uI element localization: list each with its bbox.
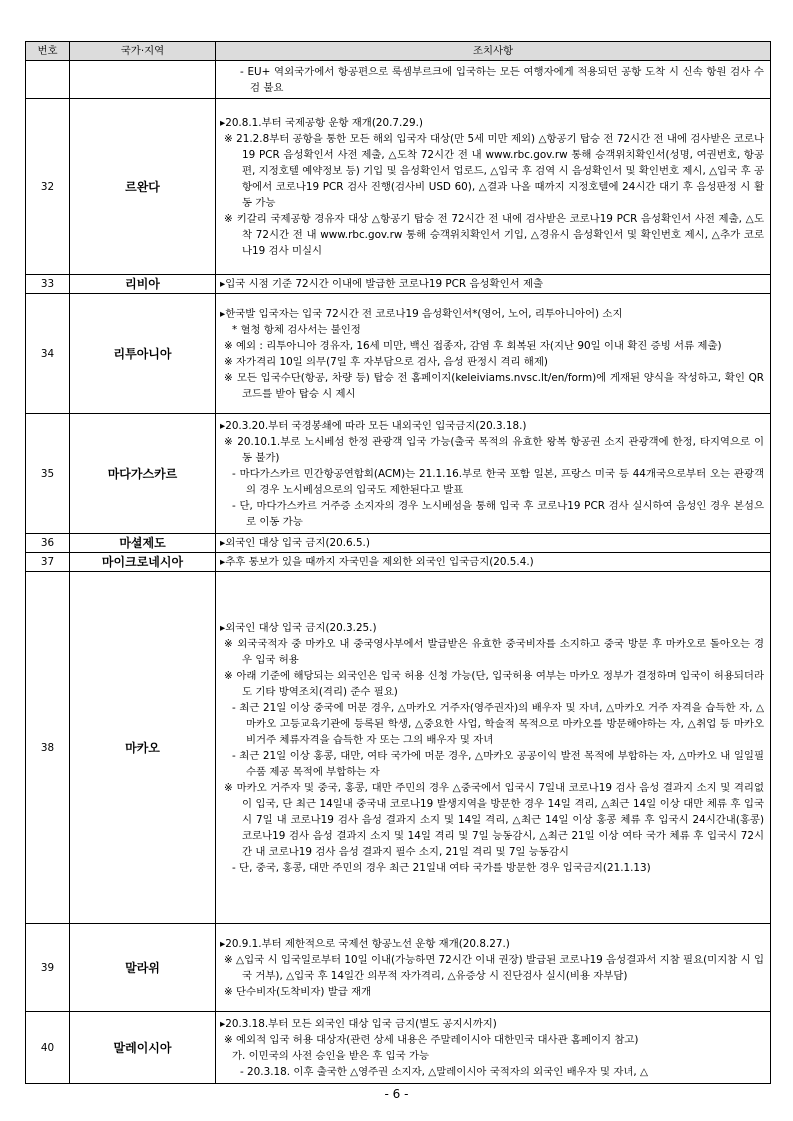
row-number [26, 61, 70, 99]
measures-table [25, 41, 771, 1084]
measure-item: ▸20.3.20.부터 국경봉쇄에 따라 모든 내외국인 입국금지(20.3.18.) [220, 419, 527, 432]
row-number: 39 [26, 924, 70, 1012]
measure-item: ※ 20.10.1.부로 노시베섬 한정 관광객 입국 가능(출국 목적의 유효한 왕복 항공권 소지 관광객에 한정, 타지역으로 이동 불가) [224, 435, 764, 464]
measure-item: - 최근 21일 이상 홍콩, 대만, 여타 국가에 머문 경우, △마카오 공공이익 발전 목적에 부합하는 자, △마카오 내 일일필수품 제공 목적에 부합하는 자 [232, 749, 764, 778]
table-row [26, 924, 771, 1012]
measure-item: ▸외국인 대상 입국 금지(20.6.5.) [220, 537, 370, 549]
measure-item: ※ 모든 입국수단(항공, 차량 등) 탑승 전 홈페이지(keleiviams.nvsc.lt/en/form)에 게재된 양식을 작성하고, 확인 QR코드를 받아 탑승 시 제시 [224, 371, 764, 400]
measure-item: ▸한국발 입국자는 입국 72시간 전 코로나19 음성확인서*(영어, 노어, 리투아니아어) 소지 [220, 307, 623, 320]
table-row [26, 572, 771, 924]
measure-item: ※ 예외적 입국 허용 대상자(관련 상세 내용은 주말레이시아 대한민국 대사관 홈페이지 참고) [224, 1033, 639, 1046]
country-name: 말레이시아 [70, 1012, 216, 1084]
measure-item: 가. 이민국의 사전 승인을 받은 후 입국 가능 [232, 1049, 430, 1062]
header-measure: 조치사항 [216, 42, 771, 61]
country-name: 마셜제도 [70, 534, 216, 553]
table-row [26, 553, 771, 572]
measure-item: - 마다가스카르 민간항공연합회(ACM)는 21.1.16.부로 한국 포함 일본, 프랑스 미국 등 44개국으로부터 오는 관광객의 경우 노시베섬으로의 입국도 제한된다고 발표 [232, 467, 764, 496]
row-number: 38 [26, 572, 70, 924]
row-number: 37 [26, 553, 70, 572]
measure-item: ▸20.3.18.부터 모든 외국인 대상 입국 금지(별도 공지시까지) [220, 1017, 497, 1030]
table-row [26, 294, 771, 414]
table-row [26, 1012, 771, 1084]
measure-cell [216, 99, 771, 275]
measure-cell [216, 294, 771, 414]
measure-cell [216, 924, 771, 1012]
measure-item: ▸외국인 대상 입국 금지(20.3.25.) [220, 621, 377, 634]
row-number: 34 [26, 294, 70, 414]
measure-item: ※ 외국국적자 중 마카오 내 중국영사부에서 발급받은 유효한 중국비자를 소지하고 중국 방문 후 마카오로 돌아오는 경우 입국 허용 [224, 637, 764, 666]
measure-item: ※ 키갈리 국제공항 경유자 대상 △항공기 탑승 전 72시간 전 내에 검사받은 코로나19 PCR 음성확인서 사전 제출, △도착 72시간 전 내 www.rbc.gov.rw 통해 승객위치확인서 기입, △경유시 음성확인서 및 확인번호 제시, △추가 코로나19 검사 미실시 [224, 212, 764, 257]
header-num: 번호 [26, 42, 70, 61]
measure-item: - 단, 마다가스카르 거주증 소지자의 경우 노시베섬을 통해 입국 후 코로나19 PCR 검사 실시하여 음성인 경우 본섬으로 이동 가능 [232, 499, 764, 528]
country-name: 마카오 [70, 572, 216, 924]
country-name: 리투아니아 [70, 294, 216, 414]
measure-item: ▸20.9.1.부터 제한적으로 국제선 항공노선 운항 재개(20.8.27.) [220, 937, 510, 950]
page-number: - 6 - [384, 1087, 409, 1101]
row-number: 36 [26, 534, 70, 553]
measure-item: * 혈청 항체 검사서는 불인정 [232, 323, 361, 336]
measure-cell [216, 534, 771, 553]
measure-cell [216, 61, 771, 99]
country-name [70, 61, 216, 99]
measure-item: - 최근 21일 이상 중국에 머문 경우, △마카오 거주자(영주권자)의 배우자 및 자녀, △마카오 거주 자격을 습득한 자, △마카오 고등교육기관에 등록된 학생, △중요한 사업, 학술적 목적으로 마카오를 방문해야하는 자, △취업 등 마카오 비거주 체류자격을 습득한 자 또는 그의 배우자 및 자녀 [232, 701, 764, 746]
header-region: 국가·지역 [70, 42, 216, 61]
measure-cell [216, 275, 771, 294]
country-name: 말라위 [70, 924, 216, 1012]
measure-cell [216, 553, 771, 572]
measure-item: ※ 마카오 거주자 및 중국, 홍콩, 대만 주민의 경우 △중국에서 입국시 7일내 코로나19 검사 음성 결과지 소지 및 격리없이 입국, 단 최근 14일내 중국내 코로나19 발생지역을 방문한 경우 14일 격리, △최근 14일 이상 대만 체류 후 입국시 7일 내 코로나19 검사 음성 결과지 소지 및 14일 격리, △최근 14일 이상 홍콩 체류 후 입국시 24시간내(홍콩) 코로나19 검사 음성 결과지 소지 및 14일 격리 및 7일 능동감시, △최근 21일 이상 여타 국가 체류 후 입국시 72시간 내 코로나19 검사 음성 결과지 필수 소지, 21일 격리 및 7일 능동감시 [224, 781, 764, 858]
measure-item: - 단, 중국, 홍콩, 대만 주민의 경우 최근 21일내 여타 국가를 방문한 경우 입국금지(21.1.13) [232, 861, 651, 874]
country-name: 마다가스카르 [70, 414, 216, 534]
header-row [26, 42, 771, 61]
country-name: 마이크로네시아 [70, 553, 216, 572]
measure-cell [216, 572, 771, 924]
measure-item: ▸추후 통보가 있을 때까지 자국민을 제외한 외국인 입국금지(20.5.4.) [220, 556, 534, 568]
country-name: 르완다 [70, 99, 216, 275]
measure-item: ※ △입국 시 입국일로부터 10일 이내(가능하면 72시간 이내 권장) 발급된 코로나19 음성결과서 지참 필요(미지참 시 입국 거부), △입국 후 14일간 의무적 자가격리, △유증상 시 진단검사 실시(비용 자부담) [224, 953, 764, 982]
table-row [26, 534, 771, 553]
measure-cell [216, 1012, 771, 1084]
row-number: 33 [26, 275, 70, 294]
table-row [26, 99, 771, 275]
measure-item: ※ 자가격리 10일 의무(7일 후 자부담으로 검사, 음성 판정시 격리 해제) [224, 355, 548, 368]
row-number: 35 [26, 414, 70, 534]
measure-item: ※ 예외 : 리투아니아 경유자, 16세 미만, 백신 접종자, 감염 후 회복된 자(지난 90일 이내 확진 증빙 서류 제출) [224, 339, 722, 352]
table-row [26, 275, 771, 294]
measure-item: - EU+ 역외국가에서 항공편으로 룩셈부르크에 입국하는 모든 여행자에게 적용되던 공항 도착 시 신속 항원 검사 수검 불요 [240, 65, 764, 94]
table-row [26, 414, 771, 534]
measure-item: ▸입국 시점 기준 72시간 이내에 발급한 코로나19 PCR 음성확인서 제출 [220, 278, 544, 290]
table-row [26, 61, 771, 99]
row-number: 32 [26, 99, 70, 275]
measure-item: ▸20.8.1.부터 국제공항 운항 재개(20.7.29.) [220, 116, 423, 129]
row-number: 40 [26, 1012, 70, 1084]
measure-cell [216, 414, 771, 534]
country-name: 리비아 [70, 275, 216, 294]
measure-item: ※ 아래 기준에 해당되는 외국인은 입국 허용 신청 가능(단, 입국허용 여부는 마카오 정부가 결정하며 입국이 허용되더라도 기타 방역조치(격리) 준수 필요) [224, 669, 764, 698]
measure-item: ※ 21.2.8부터 공항을 통한 모든 해외 입국자 대상(만 5세 미만 제외) △항공기 탑승 전 72시간 전 내에 검사받은 코로나19 PCR 음성확인서 사전 제출, △도착 72시간 전 내 www.rbc.gov.rw 통해 승객위치확인서(성명, 여권번호, 항공편, 지정호텔 예약정보 등) 기입 및 음성확인서 업로드, △입국 후 검역 시 음성확인서 및 확인번호 제시, △입국 후 공항에서 코로나19 PCR 검사 진행(검사비 USD 60), △결과 나올 때까지 지정호텔에 24시간 대기 후 음성판정 시 활동 가능 [224, 132, 764, 209]
measure-item: ※ 단수비자(도착비자) 발급 재개 [224, 985, 372, 998]
measure-item: - 20.3.18. 이후 출국한 △영주권 소지자, △말레이시아 국적자의 외국인 배우자 및 자녀, △ [240, 1065, 649, 1078]
